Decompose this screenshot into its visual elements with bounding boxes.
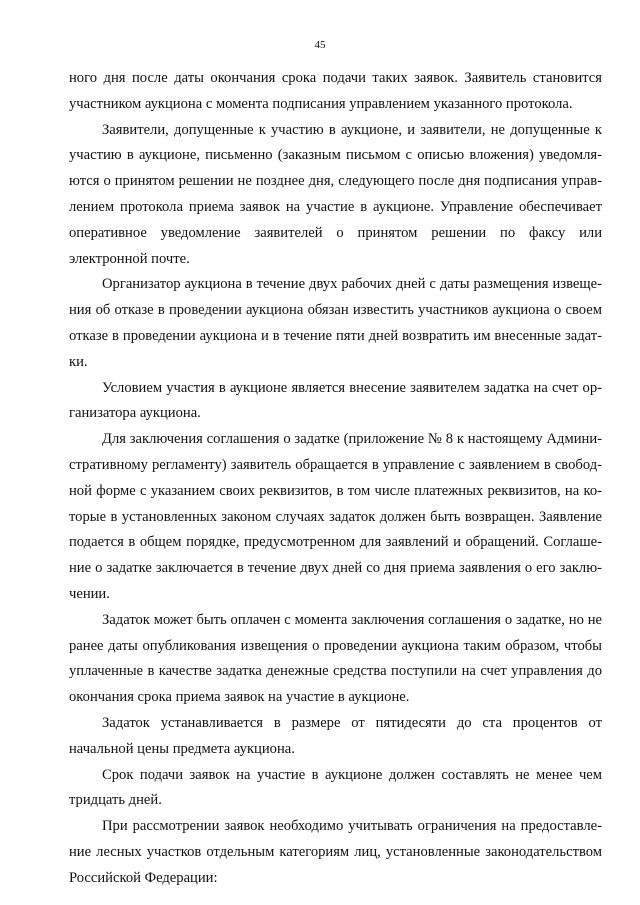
- paragraph-deposit-payment: Задаток может быть оплачен с момента заключения соглашения о задатке, но не ранее даты опубликования извещения о проведении аукциона таким образом, чтобы уплаченные в качестве задатка денежные средства поступили на счет управления до окончания срока приема заявок на участие в аукционе.: [69, 611, 602, 706]
- paragraph-deposit-condition: Условием участия в аукционе является внесение заявителем задатка на счет организатора аукциона.: [69, 379, 602, 422]
- paragraph-application-period: Срок подачи заявок на участие в аукционе должен составлять не менее чем тридцать дней.: [69, 766, 602, 809]
- paragraph-deposit-amount: Задаток устанавливается в размере от пятидесяти до ста процентов от начальной цены предмета аукциона.: [69, 714, 602, 757]
- paragraph-auction-refusal: Организатор аукциона в течение двух рабочих дней с даты размещения извещения об отказе в проведении аукциона обязан известить участников аукциона о своем отказе в проведении аукциона и в течение пяти дней возвратить им внесенные задатки.: [69, 276, 602, 370]
- paragraph-notification: Заявители, допущенные к участию в аукционе, и заявители, не допущенные к участию в аукционе, письменно (заказным письмом с описью вложения) уведомляются о принятом решении не позднее дня, следующего после дня подписания управлением протокола приема заявок на участие в аукционе. Управление обеспечивает оперативное уведомление заявителей о принятом решении по факсу или электронной почте.: [69, 121, 602, 267]
- document-body: [69, 66, 602, 892]
- paragraph-restrictions: При рассмотрении заявок необходимо учитывать ограничения на предоставление лесных участков отдельным категориям лиц, установленные законодательством Российской Федерации:: [69, 818, 602, 886]
- paragraph-deposit-agreement: Для заключения соглашения о задатке (приложение № 8 к настоящему Административному регламенту) заявитель обращается в управление с заявлением в свободной форме с указанием своих реквизитов, в том числе платежных реквизитов, на которые в установленных законом случаях задаток должен быть возвращен. Заявление подается в общем порядке, предусмотренном для заявлений и обращений. Соглашение о задатке заключается в течение двух дней со дня приема заявления о его заключении.: [69, 431, 602, 602]
- page-number: 45: [314, 39, 326, 51]
- paragraph-continuation: ного дня после даты окончания срока подачи таких заявок. Заявитель становится участником аукциона с момента подписания управлением указанного протокола.: [69, 70, 602, 112]
